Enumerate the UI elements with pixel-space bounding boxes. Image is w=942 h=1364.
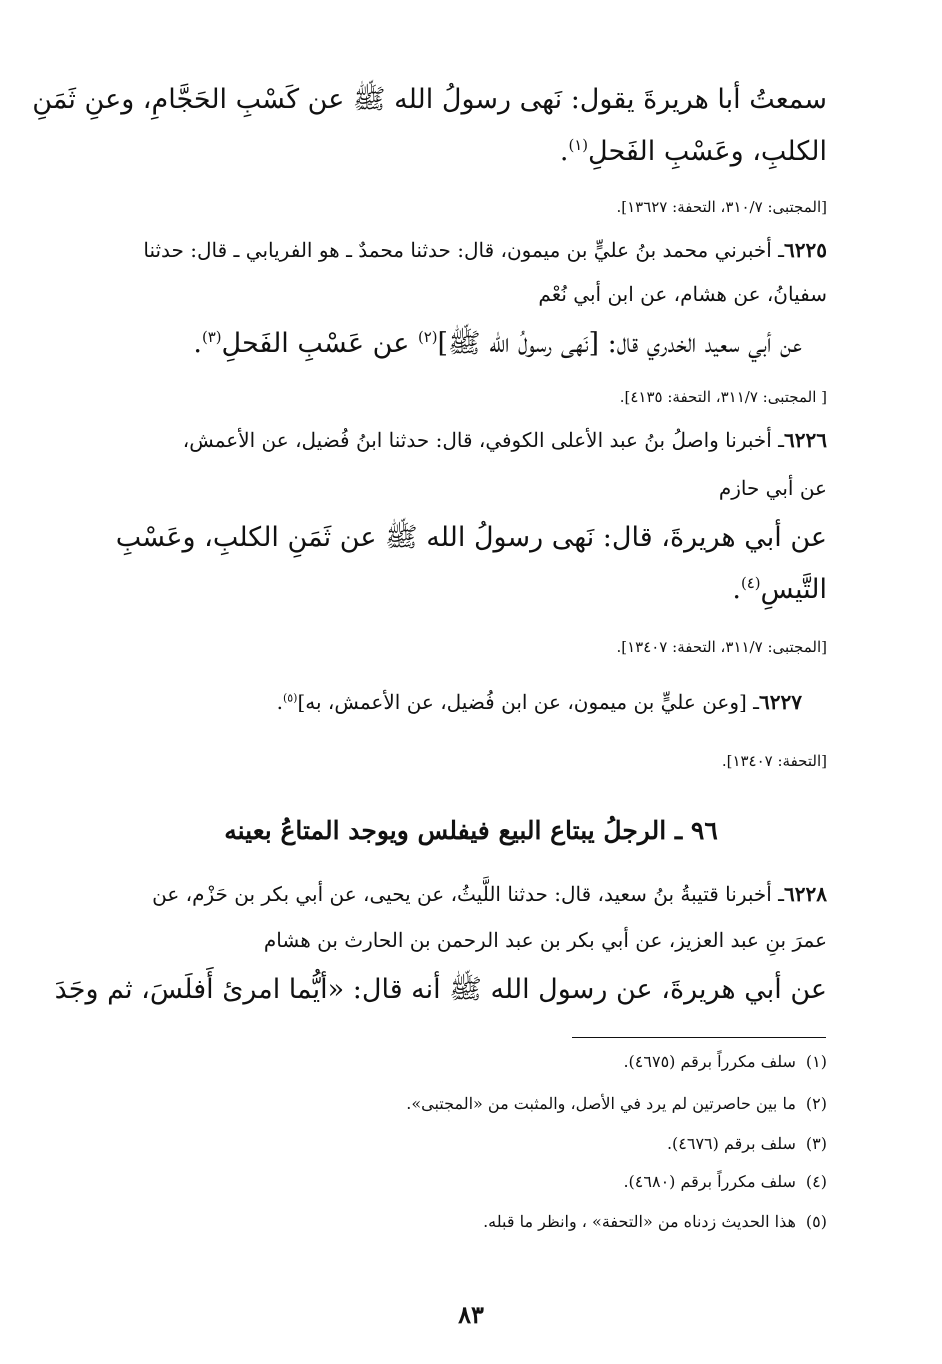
hadith-number: ٦٢٢٥ <box>784 238 827 262</box>
matn-line: سمعتُ أبا هريرةَ يقول: نَهى رسولُ الله ﷺ عن كَسْبِ الحَجَّامِ، وعنِ ثَمَنِ <box>32 84 827 115</box>
footnote <box>406 1094 827 1113</box>
isnad-line: ٦٢٢٦ـ أخبرنا واصلُ بنُ عبد الأعلى الكوفي، قال: حدثنا ابنُ فُضيل، عن الأعمش، <box>182 428 827 452</box>
chapter-heading: ٩٦ ـ الرجلُ يبتاع البيع فيفلس ويوجد المتاعُ بعينه <box>224 816 718 845</box>
footnote-number: (٤) <box>805 1172 827 1191</box>
footnote-number: (٣) <box>805 1134 827 1153</box>
footnote-number: (٢) <box>805 1094 827 1113</box>
hadith-reference: [المجتبى: ٣١١/٧، التحفة: ١٣٤٠٧]. <box>616 638 827 656</box>
footnote <box>623 1172 827 1191</box>
footnote-text: سلف مكرراً برقم (٤٦٨٠). <box>623 1172 796 1191</box>
matn-line: التَّيسِ$^{(٤)}$. <box>732 574 827 605</box>
matn-line: عن أبي هريرةَ، عن رسول الله ﷺ أنه قال: «أيُّما امرئ أَفلَسَ، ثم وجَدَ <box>54 974 827 1005</box>
footnote-text: هذا الحديث زدناه من «التحفة» ، وانظر ما قبله. <box>483 1212 796 1231</box>
footnote <box>623 1052 827 1071</box>
matn-line: عن أبي هريرةَ، قال: نَهى رسولُ الله ﷺ عن ثَمَنِ الكلبِ، وعَسْبِ <box>115 522 827 553</box>
hadith-number: ٦٢٢٨ <box>784 882 827 906</box>
hadith-reference: [المجتبى: ٣١٠/٧، التحفة: ١٣٦٢٧]. <box>616 198 827 216</box>
footnote <box>667 1134 827 1153</box>
footnote-marker: (٣) <box>201 328 222 346</box>
footnote-marker: (٤) <box>740 574 761 592</box>
isnad-line: عن أبي حازم <box>718 476 827 500</box>
footnote-marker: (٢) <box>417 328 438 346</box>
matn-line: عن أبي سعيد الخدري قال: [نَهى رسولُ الله ﷺ]$^{(٢)}$ عن عَسْبِ الفَحلِ$^{(٣)}$. <box>193 328 802 359</box>
footnote-marker: (١) <box>568 136 589 154</box>
hadith-reference: [ المجتبى: ٣١١/٧، التحفة: ٤١٣٥]. <box>619 388 827 406</box>
matn-line: الكلبِ، وعَسْبِ الفَحلِ$^{(١)}$. <box>559 136 827 167</box>
footnote-number: (١) <box>805 1052 827 1071</box>
page-number: ٨٣ <box>458 1300 484 1329</box>
footnote-text: سلف مكرراً برقم (٤٦٧٥). <box>623 1052 796 1071</box>
isnad-line: ٦٢٢٨ـ أخبرنا قتيبةُ بنُ سعيد، قال: حدثنا اللَّيثُ، عن يحيى، عن أبي بكر بن حَزْم، عن <box>152 882 827 906</box>
footnote-text: ما بين حاصرتين لم يرد في الأصل، والمثبت من «المجتبى». <box>406 1094 796 1113</box>
isnad-line: ٦٢٢٥ـ أخبرني محمد بنُ عليٍّ بن ميمون، قال: حدثنا محمدٌ ـ هو الفريابي ـ قال: حدثنا <box>143 238 827 262</box>
footnote <box>483 1212 827 1231</box>
footnote-text: سلف برقم (٤٦٧٦). <box>666 1134 796 1153</box>
isnad-line: عمرَ بنِ عبد العزيز، عن أبي بكر بن عبد الرحمن بن الحارث بن هشام <box>263 928 827 952</box>
isnad-line: سفيانُ، عن هشام، عن ابن أبي نُعْم <box>538 282 827 306</box>
footnote-number: (٥) <box>805 1212 827 1231</box>
footnote-separator <box>572 1037 826 1038</box>
footnote-marker: (٥) <box>282 691 298 705</box>
hadith-number: ٦٢٢٧ <box>759 690 802 714</box>
hadith-line: ٦٢٢٧ـ [وعن عليٍّ بن ميمون، عن ابن فُضيل، عن الأعمش، به]$^{(٥)}$. <box>276 690 802 714</box>
hadith-number: ٦٢٢٦ <box>784 428 827 452</box>
hadith-reference: [التحفة: ١٣٤٠٧]. <box>721 752 827 770</box>
